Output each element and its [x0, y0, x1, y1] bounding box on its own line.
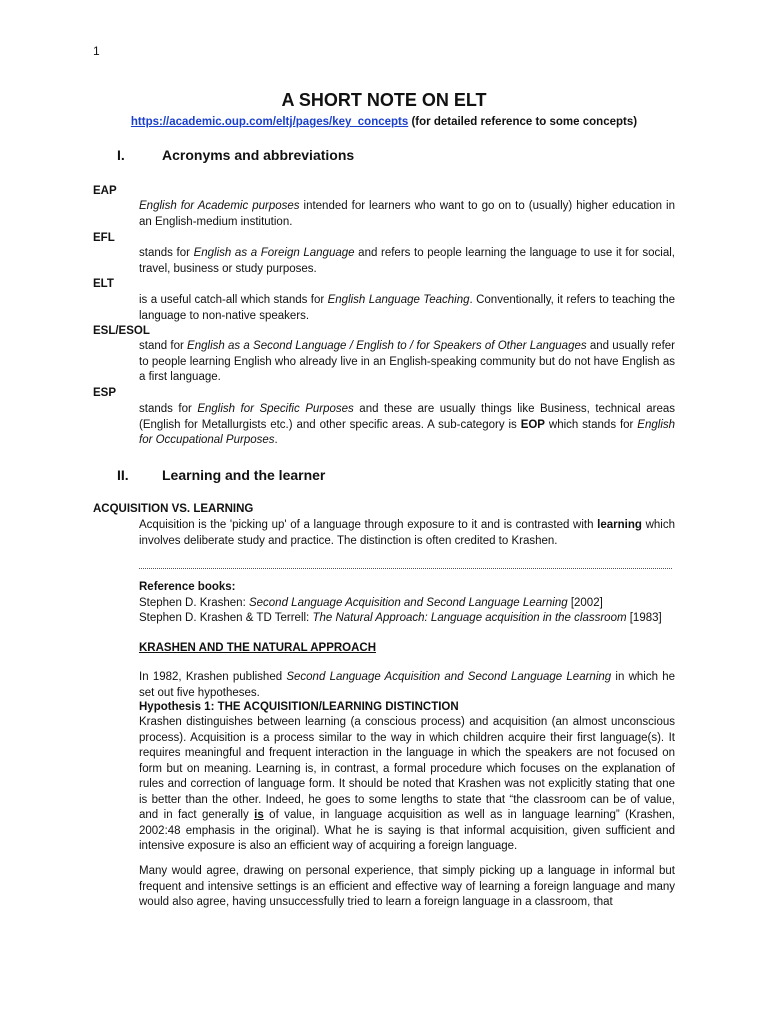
- acquisition-paragraph: [139, 518, 675, 549]
- text: Stephen D. Krashen:: [139, 596, 249, 609]
- text: in which he set out five hypotheses.: [139, 671, 675, 699]
- krashen-intro: [139, 670, 675, 701]
- definition-elt: [139, 293, 675, 324]
- section-number: I.: [117, 147, 125, 163]
- section-title: Learning and the learner: [162, 467, 326, 483]
- text: stands for: [139, 247, 194, 259]
- italic-text: English as a Foreign Language: [193, 247, 355, 259]
- text: [1983]: [626, 612, 662, 624]
- text: stands for: [139, 403, 198, 415]
- section-title: Acronyms and abbreviations: [162, 147, 355, 163]
- reference-note: (for detailed reference to some concepts): [408, 116, 638, 128]
- text: and these are usually things like Business, technical areas (English for Metallurgists etc.) and other specific areas. A sub-category is: [139, 403, 676, 431]
- term-elt: ELT: [93, 278, 114, 290]
- section-heading-acronyms: [117, 146, 354, 164]
- text: Stephen D. Krashen & TD Terrell:: [139, 612, 313, 624]
- text: and refers to people learning the language to use it for social, travel, business or study purposes.: [139, 247, 675, 275]
- text: .: [274, 434, 278, 446]
- italic-text: The Natural Approach: Language acquisition in the classroom: [312, 612, 627, 624]
- acquisition-heading: ACQUISITION VS. LEARNING: [93, 503, 254, 515]
- hypothesis-1-paragraph: [139, 715, 675, 855]
- text: is a useful catch-all which stands for: [139, 294, 328, 306]
- text: [2002]: [567, 596, 603, 609]
- hypothesis-1-paragraph-2: [139, 864, 675, 911]
- page-number: 1: [93, 44, 100, 58]
- bold-text: learning: [597, 519, 642, 531]
- bold-text: Hypothesis 1: THE ACQUISITION/LEARNING DISTINCTION: [139, 701, 459, 713]
- text: intended for learners who want to go on to (usually) higher education in an English-medium institution.: [139, 200, 675, 228]
- emphasis-is: is: [254, 809, 264, 821]
- section-heading-learning: [117, 466, 325, 484]
- text: Krashen distinguishes between learning (a conscious process) and acquisition (an almost unconscious process). Acquisition is a process similar to the way in which children acquire their first language(s). It requires meaningful and frequent interaction in the language in which the speakers are not focused on form but on meaning. Learning is, in contrast, a formal procedure which focuses on the explanation of rules and correction of language form. It should be noted that Krashen was not explicitly stating that one is better than the other. Indeed, he goes to some lengths to state that “the classroom can be of value, and in fact generally: [139, 716, 675, 821]
- term-esl-esol: ESL/ESOL: [93, 325, 150, 337]
- term-eap: EAP: [93, 185, 117, 197]
- krashen-heading: [139, 641, 675, 657]
- hypothesis-1-heading: [139, 700, 675, 716]
- text: In 1982, Krashen published: [139, 671, 287, 683]
- italic-text: English for Occupational Purposes: [139, 418, 676, 446]
- underlined-heading: KRASHEN AND THE NATURAL APPROACH: [139, 642, 377, 654]
- bold-text: EOP: [520, 418, 545, 431]
- text: Acquisition is the 'picking up' of a language through exposure to it and is contrasted with: [139, 519, 598, 531]
- reference-link[interactable]: https://academic.oup.com/eltj/pages/key_concepts: [130, 116, 409, 128]
- italic-text: English for Academic purposes: [139, 200, 300, 212]
- text: stand for: [139, 340, 188, 352]
- reference-book-2: [139, 611, 675, 627]
- text: of value, in language acquisition as well as in language learning” (Krashen, 2002:48 emphasis in the original). What he is saying is that informal acquisition, given sufficient and intensive exposure is also an efficient way of acquiring a foreign language.: [139, 809, 675, 852]
- italic-text: Second Language Acquisition and Second Language Learning: [248, 596, 568, 609]
- text: . Conventionally, it refers to teaching the language to non-native speakers.: [139, 294, 675, 322]
- bold-text: Reference books:: [139, 581, 236, 593]
- text: which stands for: [544, 418, 638, 431]
- italic-text: English for Specific Purposes: [197, 403, 354, 415]
- definition-eap: [139, 199, 675, 230]
- definition-efl: [139, 246, 675, 277]
- italic-text: English Language Teaching: [327, 294, 470, 306]
- reference-line: [0, 115, 768, 131]
- section-number: II.: [117, 467, 129, 483]
- italic-text: English as a Second Language / English to / for Speakers of Other Languages: [187, 340, 587, 352]
- document-title: A SHORT NOTE ON ELT: [281, 90, 487, 110]
- definition-esl-esol: [139, 339, 675, 386]
- reference-books: [139, 580, 675, 627]
- definition-esp: [139, 402, 675, 449]
- text: Many would agree, drawing on personal experience, that simply picking up a language in informal but frequent and intensive settings is an efficient and effective way of learning a foreign language and many would also agree, having unsuccessfully tried to learn a foreign language in a classroom, that: [139, 865, 675, 908]
- term-efl: EFL: [93, 232, 115, 244]
- reference-book-1: [139, 596, 675, 612]
- reference-books-label: [139, 580, 675, 596]
- italic-text: Second Language Acquisition and Second Language Learning: [286, 671, 612, 683]
- text: and usually refer to people learning English who already live in an English-speaking community but do not have English as a first language.: [139, 340, 675, 383]
- term-esp: ESP: [93, 387, 117, 399]
- text: which involves deliberate study and practice. The distinction is often credited to Krashen.: [139, 519, 675, 547]
- dotted-divider: [139, 568, 672, 569]
